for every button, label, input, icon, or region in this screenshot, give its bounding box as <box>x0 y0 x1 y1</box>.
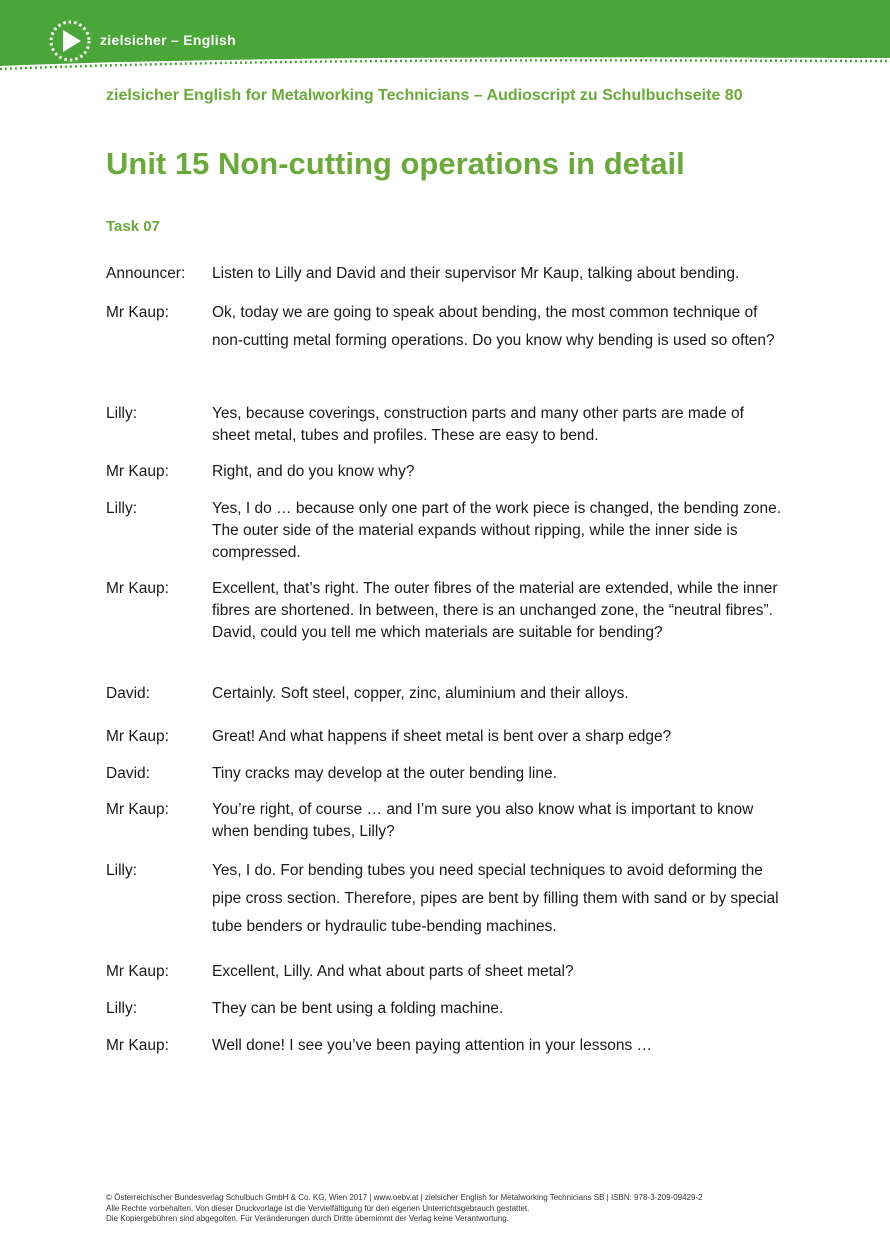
dialogue-row <box>106 403 786 447</box>
utterance-text: Yes, I do … because only one part of the work piece is changed, the bending zone. The outer side of the material expands without ripping, while the inner side is compressed. <box>212 500 782 561</box>
speaker-name: Lilly: <box>106 405 138 422</box>
utterance-text: Excellent, that’s right. The outer fibres of the material are extended, while the inner fibres are shortened. In between, there is an unchanged zone, the “neutral fibres”. David, could you tell me which materials are suitable for bending? <box>212 580 778 641</box>
dialogue-row <box>106 461 786 483</box>
utterance-text: They can be bent using a folding machine. <box>212 1000 504 1017</box>
page-title: Unit 15 Non-cutting operations in detail <box>106 146 685 181</box>
utterance-text: Certainly. Soft steel, copper, zinc, aluminium and their alloys. <box>212 685 629 702</box>
speaker-name: Lilly: <box>106 862 138 879</box>
speaker-name: Mr Kaup: <box>106 963 169 980</box>
speaker-name: Mr Kaup: <box>106 304 169 321</box>
utterance-text: Listen to Lilly and David and their supervisor Mr Kaup, talking about bending. <box>212 265 740 282</box>
dialogue-row <box>106 961 786 983</box>
dialogue-row <box>106 763 786 785</box>
dialogue-row <box>106 726 786 748</box>
utterance-text: You’re right, of course … and I’m sure you also know what is important to know when bending tubes, Lilly? <box>212 801 754 840</box>
dialogue-row <box>106 299 786 355</box>
speaker-name: Mr Kaup: <box>106 728 169 745</box>
logo-badge[interactable] <box>48 19 92 63</box>
utterance-text: Great! And what happens if sheet metal is bent over a sharp edge? <box>212 728 672 745</box>
dialogue-row <box>106 1035 786 1057</box>
utterance-text: Well done! I see you’ve been paying attention in your lessons … <box>212 1037 653 1054</box>
utterance-text: Yes, because coverings, construction parts and many other parts are made of sheet metal, tubes and profiles. These are easy to bend. <box>212 405 744 444</box>
audioscript-subheading: zielsicher English for Metalworking Technicians – Audioscript zu Schulbuchseite 80 <box>106 87 743 104</box>
dialogue-row <box>106 683 786 705</box>
footer-fees-line: Die Kopiergebühren sind abgegolten. Für Veränderungen durch Dritte übernimmt der Verlag keine Verantwortung. <box>106 1214 509 1223</box>
task-label: Task 07 <box>106 218 160 235</box>
dialogue-row <box>106 998 786 1020</box>
utterance-text: Tiny cracks may develop at the outer bending line. <box>212 765 557 782</box>
dialogue-row <box>106 799 786 843</box>
speaker-name: Mr Kaup: <box>106 580 169 597</box>
speaker-name: Lilly: <box>106 1000 138 1017</box>
utterance-text: Right, and do you know why? <box>212 463 415 480</box>
dialogue-row <box>106 498 786 564</box>
utterance-text: Ok, today we are going to speak about bending, the most common technique of non-cutting metal forming operations. Do you know why bending is used so often? <box>212 304 775 349</box>
footer-copyright-line: © Österreichischer Bundesverlag Schulbuch GmbH & Co. KG, Wien 2017 | www.oebv.at | zielsicher English for Metalworking Technicians SB | ISBN: 978-3-209-09429-2 <box>106 1193 703 1202</box>
utterance-text: Yes, I do. For bending tubes you need special techniques to avoid deforming the pipe cross section. Therefore, pipes are bent by filling them with sand or by special tube benders or hydraulic tube-bending machines. <box>212 862 779 935</box>
dialogue-row <box>106 578 786 644</box>
footer-rights-line: Alle Rechte vorbehalten. Von dieser Druckvorlage ist die Vervielfältigung für den eigenen Unterrichtsgebrauch gestattet. <box>106 1203 530 1213</box>
speaker-name: Mr Kaup: <box>106 463 169 480</box>
speaker-name: David: <box>106 765 150 782</box>
dialogue-row <box>106 263 786 285</box>
speaker-name: Announcer: <box>106 265 186 282</box>
speaker-name: Mr Kaup: <box>106 1037 169 1054</box>
copyright-footer <box>106 1193 796 1225</box>
utterance-text: Excellent, Lilly. And what about parts of sheet metal? <box>212 963 574 980</box>
speaker-name: Mr Kaup: <box>106 801 169 818</box>
brand-name: zielsicher – English <box>100 32 236 48</box>
play-icon <box>48 19 92 63</box>
speaker-name: David: <box>106 685 150 702</box>
speaker-name: Lilly: <box>106 500 138 517</box>
dialogue-row <box>106 857 786 941</box>
